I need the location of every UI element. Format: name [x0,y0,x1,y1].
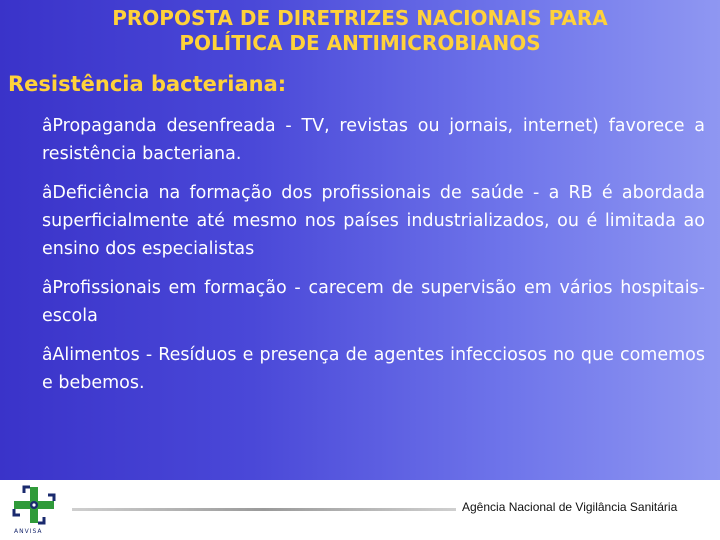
slide-title [0,6,720,56]
slide-subtitle: Resistência bacteriana: [8,72,287,96]
slide-title-line-1: PROPOSTA DE DIRETRIZES NACIONAIS PARA [112,6,608,30]
bullet-marker: â [42,278,53,298]
bullet-text: Propaganda desenfreada - TV, revistas ou jornais, internet) favorece a resistência bacteriana. [42,116,705,164]
bullet-marker: â [42,183,53,203]
bullet-text: Deficiência na formação dos profissionais de saúde - a RB é abordada superficialmente até mesmo nos países industrializados, ou é limitada ao ensino dos especialistas [42,183,705,259]
bullet-text: Alimentos - Resíduos e presença de agentes infecciosos no que comemos e bebemos. [42,345,705,393]
bullet-item [42,112,705,168]
bullet-item [42,179,705,263]
bullet-text: Profissionais em formação - carecem de supervisão em vários hospitais-escola [42,278,705,326]
slide-title-line-2: POLÍTICA DE ANTIMICROBIANOS [179,31,541,55]
bullet-marker: â [42,116,53,136]
bullet-item [42,341,705,397]
bullet-list [42,112,705,408]
bullet-item [42,274,705,330]
logo-caption: ANVISA [14,528,43,535]
footer-divider [72,508,456,511]
bullet-marker: â [42,345,53,365]
agency-name: Agência Nacional de Vigilância Sanitária [462,500,678,514]
